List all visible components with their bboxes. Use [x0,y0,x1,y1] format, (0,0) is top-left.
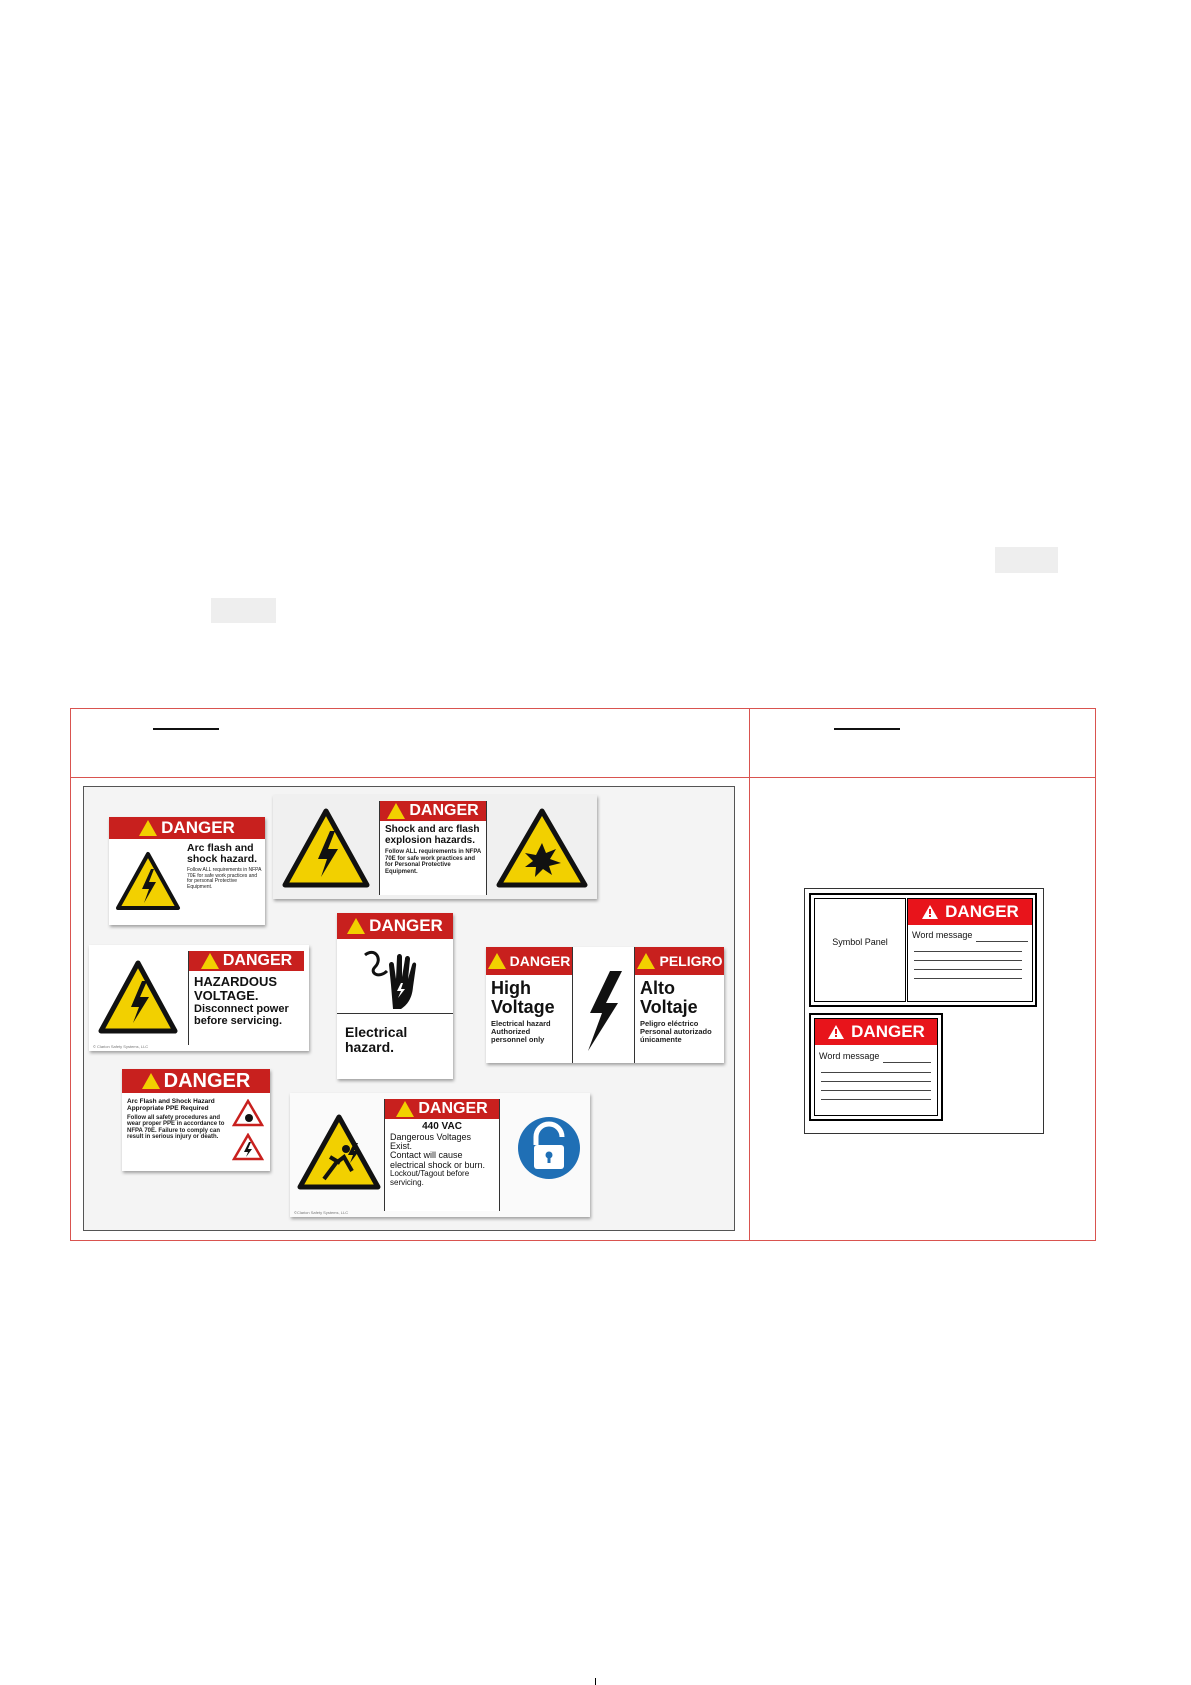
sign-high-voltage-bilingual [486,947,724,1063]
table-header-left [71,709,750,778]
heading-underline [834,728,900,730]
sign-detail: Lockout/Tagout before servicing. [390,1169,470,1187]
sign-header: PELIGRO [635,947,724,975]
message-panel [907,898,1033,1002]
symbol-panel: Symbol Panel [814,898,906,1002]
sign-detail: Electrical hazard Authorized personnel only [491,1018,551,1045]
sign-detail: Contact will cause electrical shock or burn. [390,1150,486,1170]
warning-triangle-icon [921,904,939,920]
sign-header: DANGER [385,1099,499,1119]
sign-arc-flash [109,817,265,925]
sign-arc-flash-ppe [122,1069,270,1171]
table-header-right [750,709,1096,778]
warning-triangle-icon [347,918,365,934]
figure-table [70,708,1096,1241]
sign-title: Arc flash and shock hazard. [187,842,258,866]
sign-title: Electrical hazard. [345,1024,408,1055]
examples-cell [71,778,750,1241]
sign-detail: Dangerous Voltages Exist. [390,1131,472,1151]
sign-header: DANGER [337,913,453,939]
sign-hazardous-voltage [89,945,309,1051]
lockout-padlock-icon [516,1115,582,1181]
sign-detail: Disconnect power before servicing. [194,1003,289,1027]
lightning-bolt-icon [576,967,630,1055]
warning-triangle-icon [201,953,219,969]
sign-detail: Follow ALL requirements in NFPA 70E for safe work practices and for personal Protective Equipment. [187,867,262,890]
lightning-warning-icon [115,851,181,911]
warning-triangle-icon [387,803,405,819]
sign-title: 440 VAC [422,1121,462,1132]
sign-detail: Follow all safety procedures and wear proper PPE in accordance to NFPA 70E. Failure to comply can result in serious injury or death. [127,1114,225,1141]
format-diagram-cell [750,778,1096,1241]
sign-header: DANGER [486,947,572,975]
arc-flash-warning-icon [232,1099,264,1127]
redacted-text-block [211,598,276,623]
warning-triangle-icon [396,1101,414,1117]
hand-shock-icon [361,945,431,1011]
sign-title: Alto Voltaje [640,978,698,1017]
sign-header: DANGER [380,801,486,821]
sign-440-vac [290,1093,590,1217]
two-panel-format [809,893,1037,1007]
warning-triangle-icon [488,953,506,969]
electrocution-warning-icon [296,1113,382,1191]
sign-header: DANGER [122,1069,270,1093]
explosion-warning-icon [495,807,589,889]
sign-detail: Peligro eléctrico Personal autorizado únicamente [640,1018,712,1045]
sign-electrical-hazard [337,913,453,1079]
sign-title: HAZARDOUS VOLTAGE. [194,974,278,1003]
sign-fine-print: © Clarion Safety Systems, LLC [93,1044,149,1049]
sign-title: Arc Flash and Shock Hazard Appropriate PPE Required [127,1098,215,1112]
warning-triangle-icon [637,953,655,969]
sign-detail: Follow ALL requirements in NFPA 70E for safe work practices and for Personal Protective Equipment. [385,849,482,875]
lightning-warning-icon [281,807,371,889]
lightning-warning-icon [97,959,179,1035]
heading-underline [153,728,219,730]
word-message-label: Word message [912,930,973,940]
warning-triangle-icon [142,1073,160,1089]
shock-warning-icon [232,1133,264,1161]
redacted-text-block [995,547,1058,573]
word-message-label: Word message [819,1051,880,1061]
page-footer-mark [595,1678,596,1685]
sign-format-diagram [804,888,1044,1134]
sign-title: High Voltage [491,978,555,1017]
warning-triangle-icon [827,1024,845,1040]
sign-shock-explosion [273,795,597,899]
danger-header: DANGER [815,1019,937,1045]
danger-signs-photo [83,786,735,1231]
sign-fine-print: ©Clarion Safety Systems, LLC [294,1210,349,1215]
warning-triangle-icon [139,820,157,836]
danger-header: DANGER [908,899,1032,925]
sign-header: DANGER [109,817,265,839]
sign-title: Shock and arc flash explosion hazards. [385,824,480,846]
word-message-format [809,1013,943,1121]
sign-header: DANGER [189,951,304,971]
